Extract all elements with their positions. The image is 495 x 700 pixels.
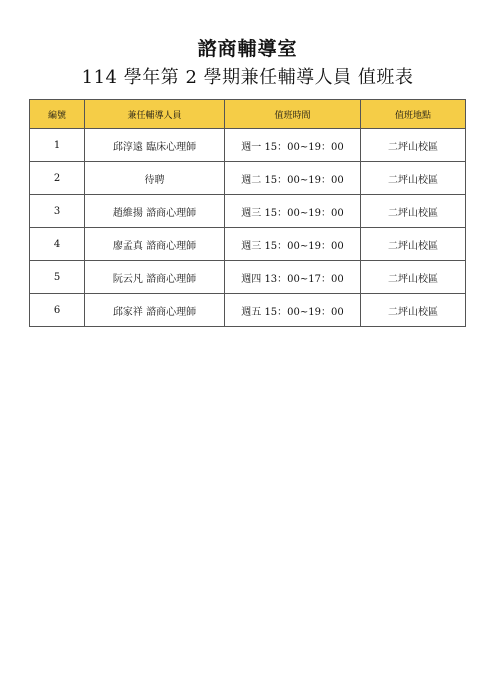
cell-staff: 阮云凡 諮商心理師 [85,261,225,294]
cell-staff: 趙維揚 諮商心理師 [85,195,225,228]
cell-staff: 邱淳遠 臨床心理師 [85,129,225,162]
cell-location: 二坪山校區 [361,162,466,195]
table-row [30,162,466,195]
cell-time: 週五 15：00~19：00 [225,294,361,327]
cell-location: 二坪山校區 [361,261,466,294]
cell-time: 週四 13：00~17：00 [225,261,361,294]
duty-schedule-table [29,99,466,327]
cell-number: 6 [30,294,85,327]
table-row [30,228,466,261]
document-subtitle: 114 學年第 2 學期兼任輔導人員 值班表 [81,67,414,88]
cell-location: 二坪山校區 [361,195,466,228]
cell-number: 1 [30,129,85,162]
cell-staff: 邱家祥 諮商心理師 [85,294,225,327]
table-row [30,129,466,162]
cell-staff: 廖孟真 諮商心理師 [85,228,225,261]
table-row [30,294,466,327]
cell-number: 3 [30,195,85,228]
cell-time: 週三 15：00~19：00 [225,228,361,261]
cell-time: 週二 15：00~19：00 [225,162,361,195]
cell-time: 週一 15：00~19：00 [225,129,361,162]
table-row [30,195,466,228]
header-location: 值班地點 [361,100,466,129]
cell-location: 二坪山校區 [361,228,466,261]
document-title: 諮商輔導室 [197,38,298,60]
header-staff: 兼任輔導人員 [85,100,225,129]
cell-location: 二坪山校區 [361,294,466,327]
cell-number: 2 [30,162,85,195]
cell-time: 週三 15：00~19：00 [225,195,361,228]
cell-location: 二坪山校區 [361,129,466,162]
header-number: 編號 [30,100,85,129]
table-row [30,261,466,294]
cell-number: 4 [30,228,85,261]
cell-number: 5 [30,261,85,294]
header-time: 值班時間 [225,100,361,129]
table-header-row [30,100,466,129]
cell-staff: 待聘 [85,162,225,195]
